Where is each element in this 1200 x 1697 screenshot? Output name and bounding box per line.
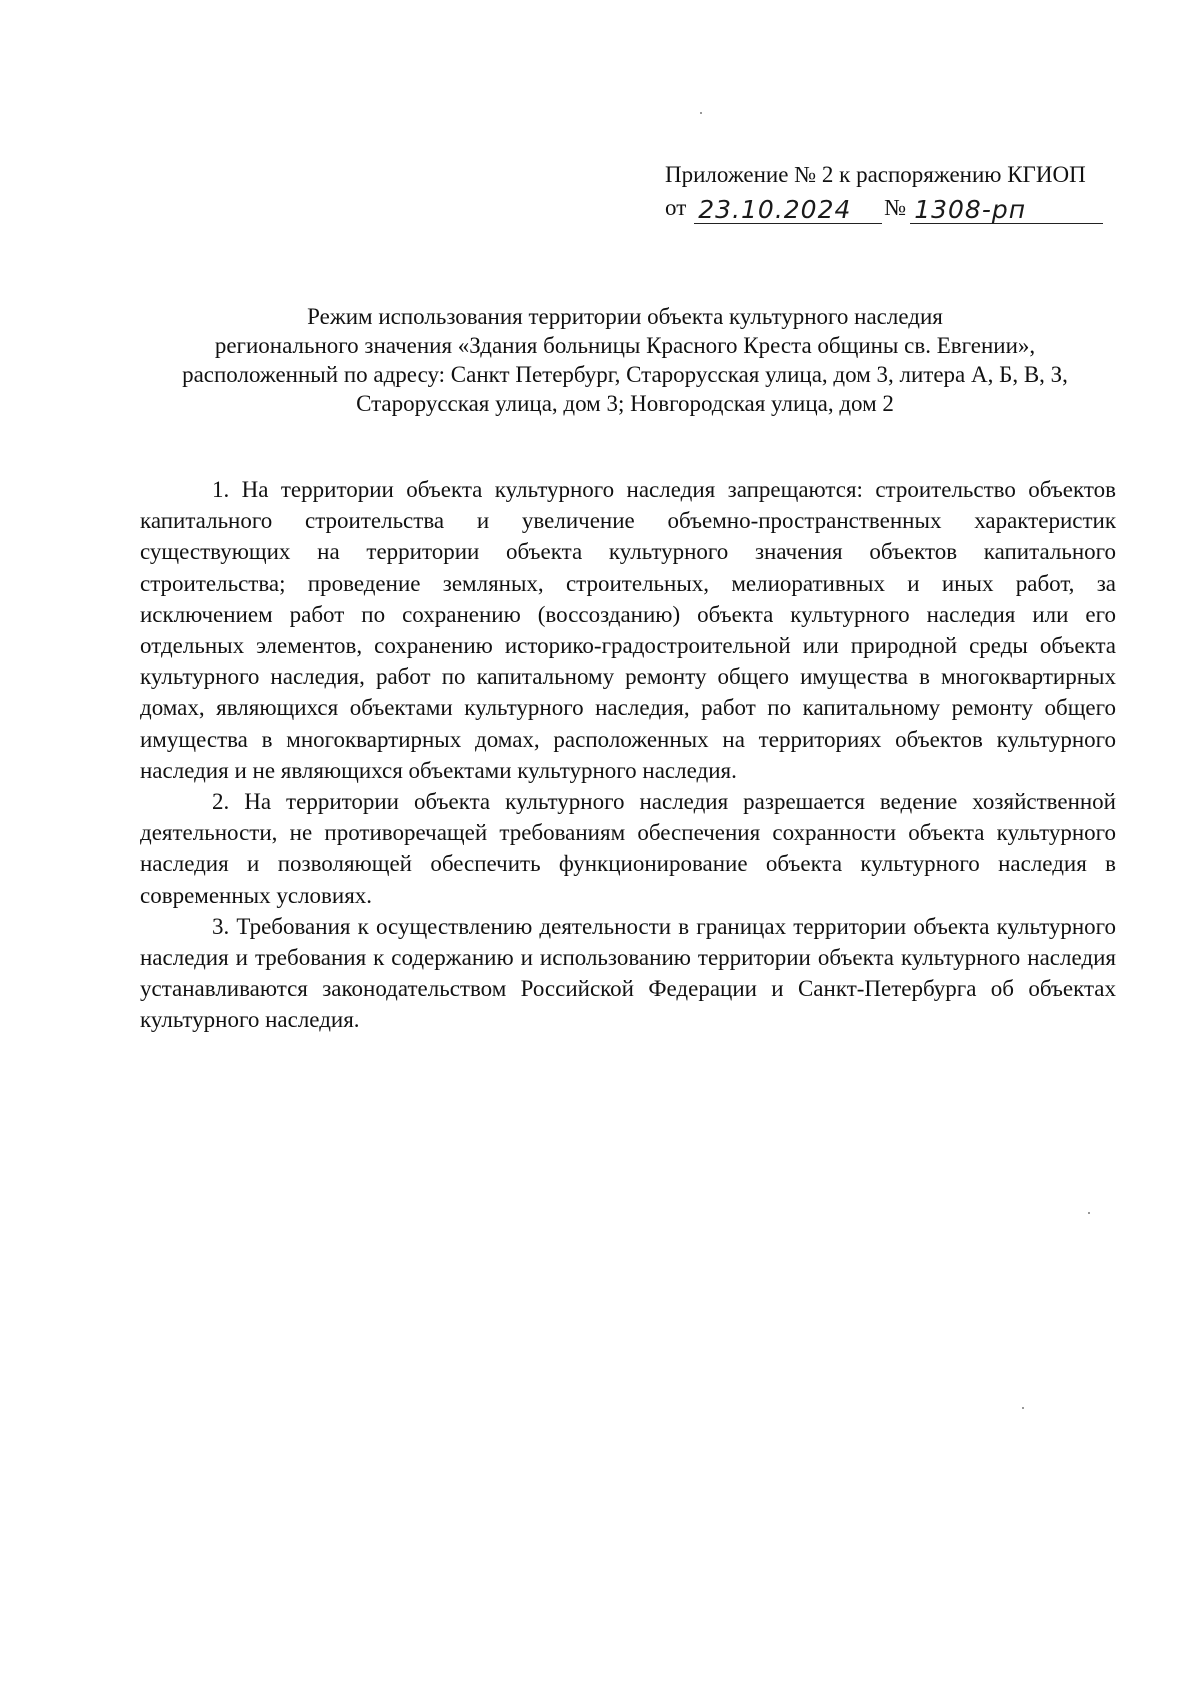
scan-speck (700, 112, 702, 114)
paragraph-3: 3. Требования к осуществлению деятельности в границах территории объекта культурного наследия и требования к содержанию и использованию территории объекта культурного наследия устанавливаются законодательством Российской Федерации и Санкт-Петербурга об объектах культурного наследия. (140, 913, 1116, 1033)
paragraph-1: 1. На территории объекта культурного наследия запрещаются: строительство объектов капитального строительства и увеличение объемно-пространственных характеристик существующих на территории объекта культурного значения объектов капитального строительства; проведение земляных, строительных, мелиоративных и иных работ, за исключением работ по сохранению (воссозданию) объекта культурного наследия или его отдельных элементов, сохранению историко-градостроительной или природной среды объекта культурного наследия, работ по капитальному ремонту общего имущества в многоквартирных домах, являющихся объектами культурного наследия, работ по капитальному ремонту общего имущества в многоквартирных домах, расположенных на территориях объектов культурного наследия и не являющихся объектами культурного наследия. (140, 477, 1116, 783)
order-date-number-line (665, 191, 1125, 224)
scan-speck (1022, 1407, 1024, 1409)
title-line: Старорусская улица, дом 3; Новгородская улица, дом 2 (356, 391, 894, 416)
handwritten-date: 23.10.2024 (694, 197, 882, 224)
title-line: расположенный по адресу: Санкт Петербург, Старорусская улица, дом 3, литера А, Б, В, З, (182, 362, 1068, 387)
paragraph-2: 2. На территории объекта культурного наследия разрешается ведение хозяйственной деятельности, не противоречащей требованиям обеспечения сохранности объекта культурного наследия и позволяющей обеспечить функционирование объекта культурного наследия в современных условиях. (140, 789, 1116, 908)
appendix-header (665, 158, 1125, 224)
document-body (140, 474, 1116, 1036)
appendix-reference: Приложение № 2 к распоряжению КГИОП (665, 162, 1086, 187)
document-title (125, 302, 1125, 418)
scan-speck (1088, 1212, 1090, 1214)
title-line: регионального значения «Здания больницы Красного Креста общины св. Евгении», (214, 333, 1036, 358)
handwritten-order-number: 1308-рп (910, 197, 1103, 224)
from-label: от (665, 195, 687, 220)
number-label: № (884, 195, 907, 220)
title-line: Режим использования территории объекта культурного наследия (307, 304, 943, 329)
